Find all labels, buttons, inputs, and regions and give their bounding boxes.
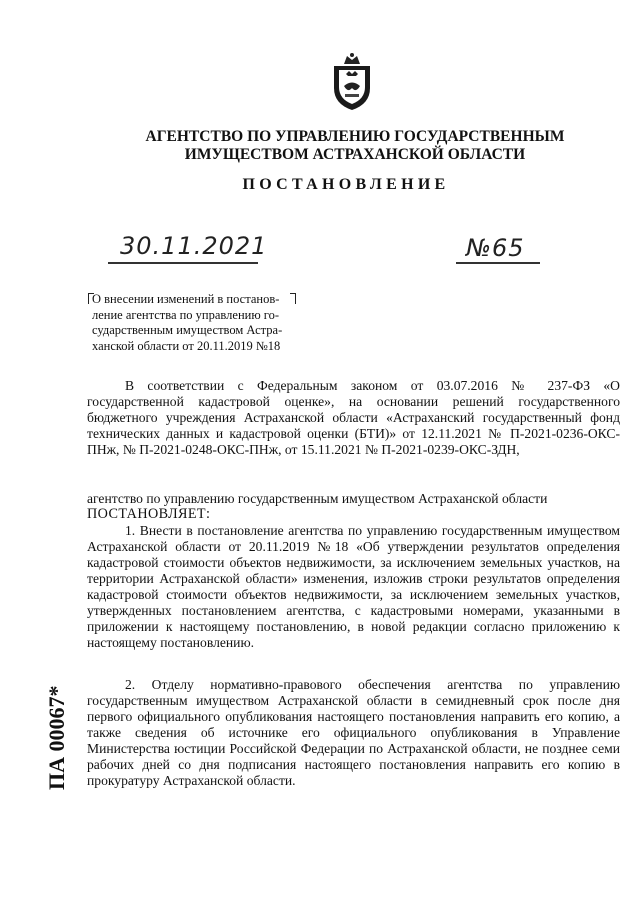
preamble-paragraph <box>87 378 620 458</box>
organization-line-1: АГЕНТСТВО ПО УПРАВЛЕНИЮ ГОСУДАРСТВЕННЫМ <box>145 128 565 145</box>
document-number: №65 <box>466 234 525 262</box>
document-subject: О внесении изменений в постанов- ление агентства по управлению го- сударственным имуществом Астра- ханской области от 20.11.2019 №18 <box>92 292 283 353</box>
document-type-title: ПОСТАНОВЛЕНИЕ <box>242 176 450 193</box>
organization-name <box>90 128 620 164</box>
item-1-text: 1. Внести в постановление агентства по управлению государственным имуществом Астраханской области от 20.11.2019 №18 «Об утверждении результатов определения кадастровой стоимости объектов недвижимости, за исключением земельных участков, на территории Астраханской области» изменения, изложив строки результатов определения кадастровой стоимости объектов недвижимости, за исключением земельных участков, утвержденных постановлением агентства, с кадастровыми номерами, указанными в приложении к настоящему постановлению, в новой редакции согласно приложению к настоящему постановлению. <box>87 523 620 650</box>
organization-line-2: ИМУЩЕСТВОМ АСТРАХАНСКОЙ ОБЛАСТИ <box>184 146 526 163</box>
item-1-paragraph <box>87 523 620 651</box>
agency-line: агентство по управлению государственным имуществом Астраханской области <box>87 491 548 506</box>
date-underline <box>108 262 258 264</box>
document-date: 30.11.2021 <box>120 232 268 260</box>
side-stamp: ПА 00067* <box>44 685 69 790</box>
coat-of-arms-icon <box>330 52 374 112</box>
preamble-text: В соответствии с Федеральным законом от 03.07.2016 № 237-ФЗ «О государственной кадастровой оценке», на основании решений государственного бюджетного учреждения Астраханской области «Астраханский государственный фонд технических данных и кадастровой оценки (БТИ)» от 12.11.2021 № П-2021-0236-ОКС-ПНж, № П-2021-0248-ОКС-ПНж, от 15.11.2021 № П-2021-0239-ОКС-ЗДН, <box>87 378 620 457</box>
item-2-paragraph <box>87 677 620 789</box>
item-2-text: 2. Отделу нормативно-правового обеспечения агентства по управлению государственным имуществом Астраханской области в семидневный срок после дня первого официального опубликования настоящего постановления направить его копию, а также сведения об источнике его официального опубликования в Управление Министерства юстиции Российской Федерации по Астраханской области, не позднее семи рабочих дней со дня подписания настоящего постановления направить его копию в прокуратуру Астраханской области. <box>87 677 620 788</box>
resolves-heading: ПОСТАНОВЛЯЕТ: <box>87 506 211 522</box>
number-underline <box>456 262 540 264</box>
